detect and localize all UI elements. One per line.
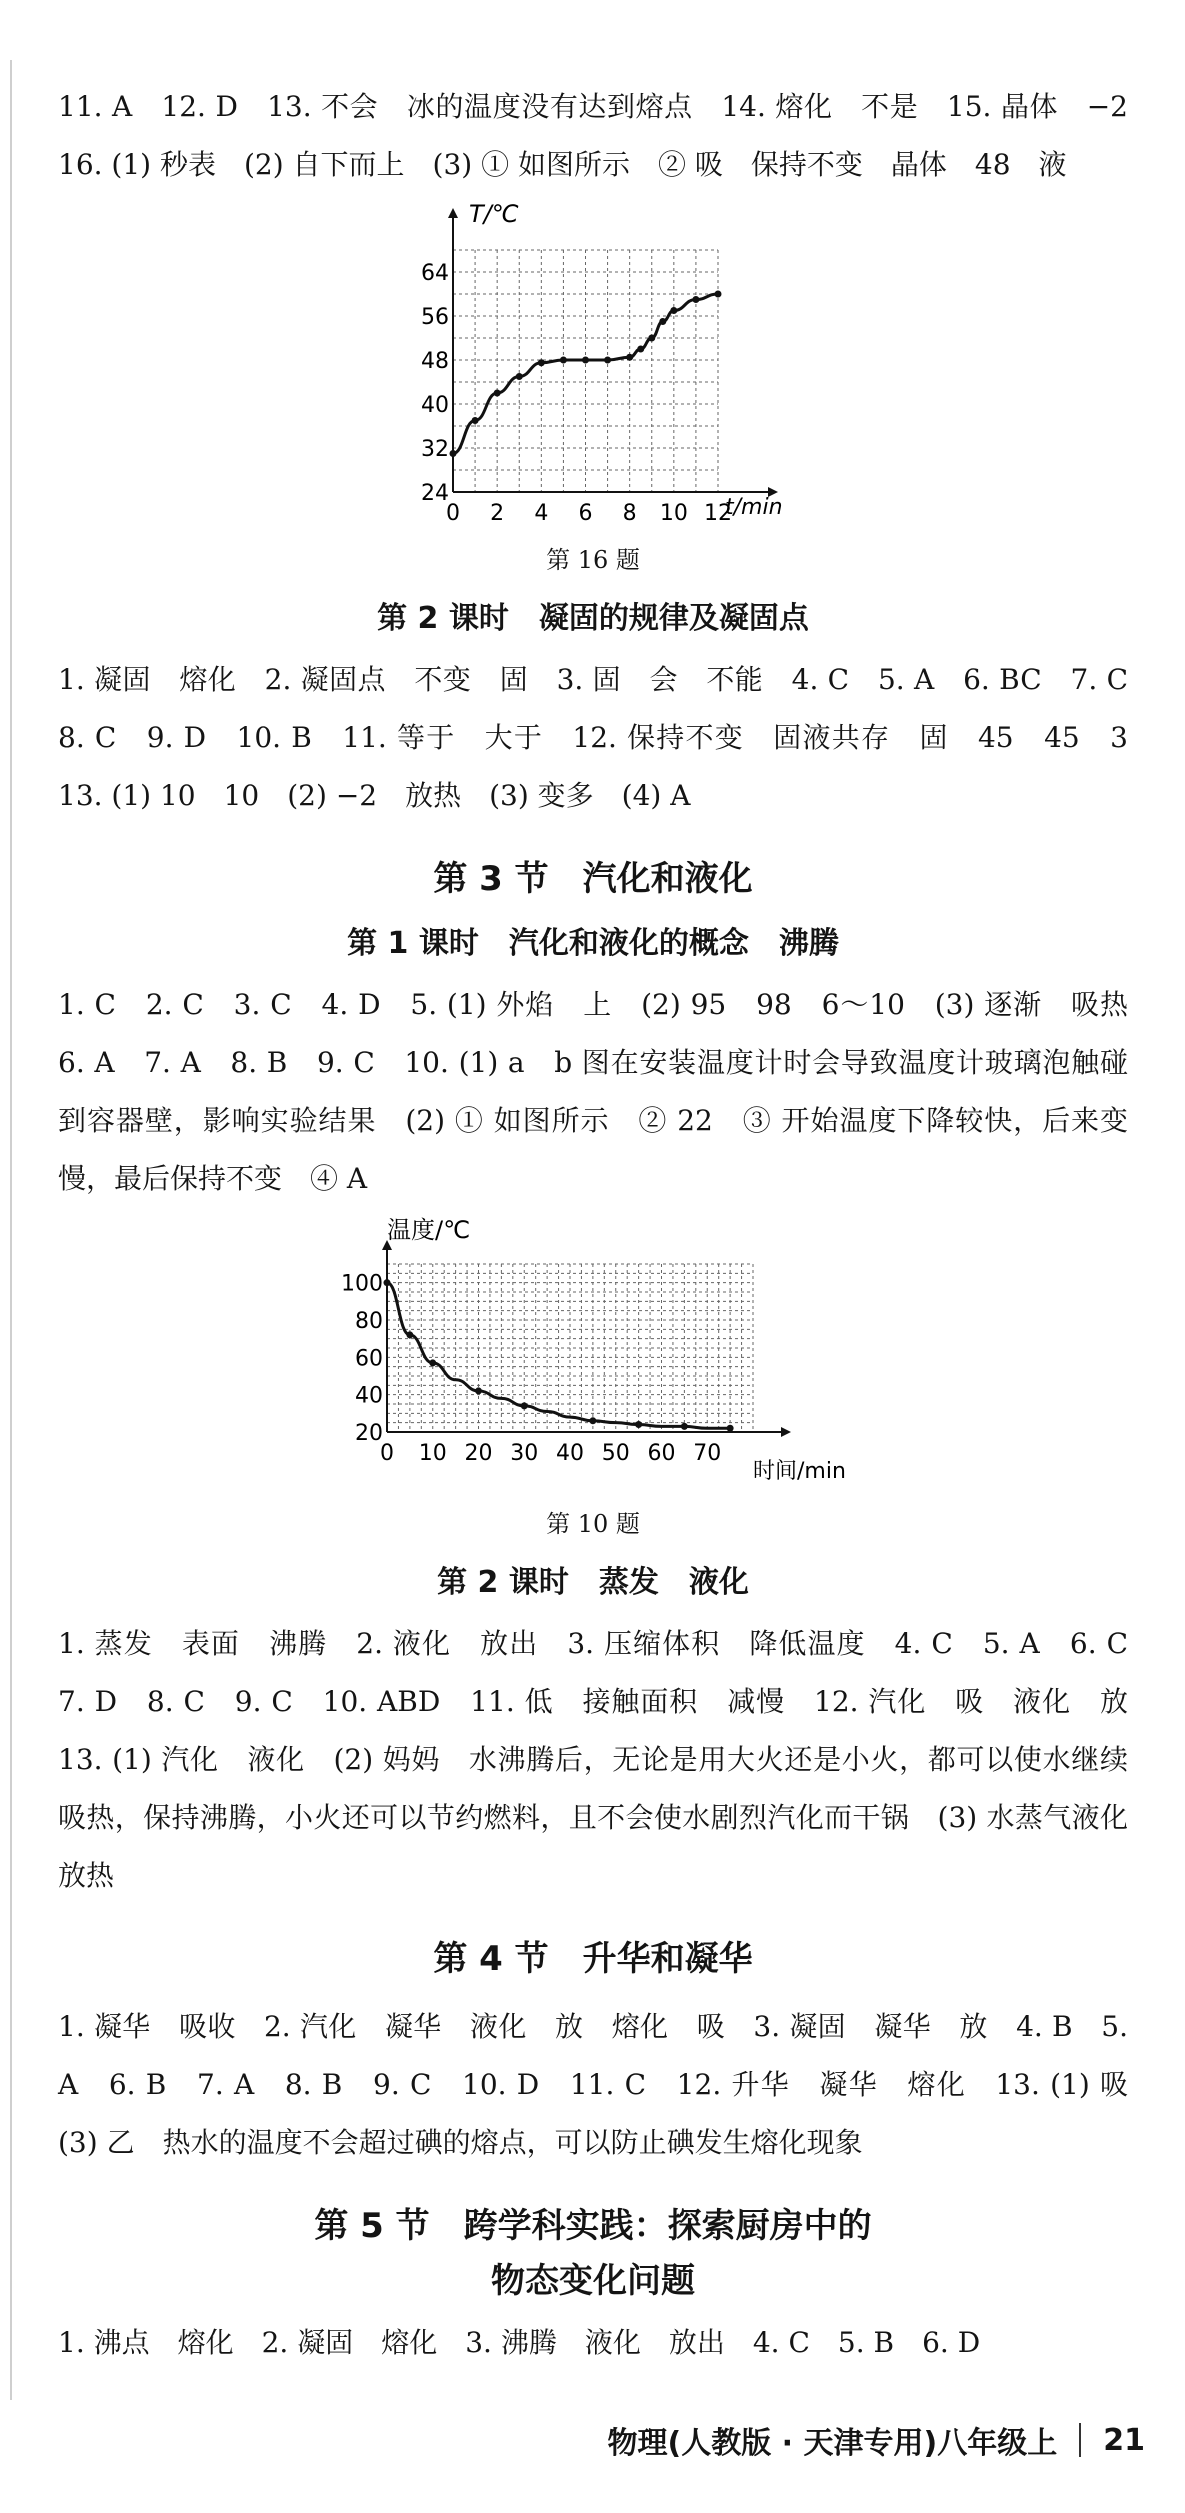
data-point	[538, 359, 545, 366]
page-footer	[608, 2418, 1145, 2462]
answers-top: 11. A 12. D 13. 不会 冰的温度没有达到熔点 14. 熔化 不是 15. 晶体 −2 16. (1) 秒表 (2) 自下而上 (3) ① 如图所示 ② 吸 保持不变 晶体 48 液	[58, 90, 1157, 181]
lesson-heading-vaporization: 第 1 课时 汽化和液化的概念 沸腾	[347, 926, 839, 961]
data-point	[692, 296, 699, 303]
chart2-x-label: 时间/min	[753, 1459, 846, 1484]
x-tick-label: 0	[446, 501, 460, 526]
lesson-heading-solidification: 第 2 课时 凝固的规律及凝固点	[377, 601, 809, 636]
y-tick-label: 40	[355, 1383, 383, 1409]
x-tick-label: 70	[693, 1441, 722, 1466]
x-tick-label: 6	[578, 501, 593, 526]
chart2-y-label: 温度/℃	[387, 1216, 471, 1244]
y-tick-label: 40	[421, 393, 449, 418]
y-tick-label: 80	[355, 1309, 383, 1334]
x-axis-arrow	[781, 1427, 791, 1437]
data-point	[670, 307, 677, 314]
x-tick-label: 20	[464, 1441, 493, 1466]
figure-10	[333, 1216, 853, 1539]
data-point	[472, 417, 479, 424]
data-point	[715, 291, 722, 298]
x-tick-label: 0	[380, 1441, 394, 1466]
y-tick-label: 20	[355, 1421, 383, 1446]
section-heading-4: 第 4 节 升华和凝华	[433, 1939, 753, 1979]
y-tick-label: 100	[341, 1271, 383, 1297]
x-tick-label: 4	[534, 501, 549, 526]
data-point	[582, 357, 589, 364]
section-5-line-2: 物态变化问题	[491, 2261, 695, 2301]
answers-lesson-evaporation: 1. 蒸发 表面 沸腾 2. 液化 放出 3. 压缩体积 降低温度 4. C 5. A 6. C 7. D 8. C 9. C 10. ABD 11. 低 接触面积 减慢 12. 汽化 吸 液化 放 13. (1) 汽化 液化 (2) 妈妈 水沸腾后，无论是用大火还是小火，都可以使水继续吸热，保持沸腾，小火还可以节约燃料，且不会使水剧烈汽化而干锅 (3) 水蒸气液化放热	[58, 1627, 1157, 1892]
data-point	[604, 357, 611, 364]
answers-section-5: 1. 沸点 熔化 2. 凝固 熔化 3. 沸腾 液化 放出 4. C 5. B 6. D	[58, 2326, 981, 2359]
figure-16-caption: 第 16 题	[546, 546, 640, 574]
lesson-heading-evaporation: 第 2 课时 蒸发 液化	[437, 1565, 749, 1600]
y-tick-label: 48	[421, 349, 449, 374]
data-point	[450, 450, 457, 457]
page-number: 21	[1103, 2422, 1145, 2458]
answers-lesson-solidification: 1. 凝固 熔化 2. 凝固点 不变 固 3. 固 会 不能 4. C 5. A 6. BC 7. C 8. C 9. D 10. B 11. 等于 大于 12. 保持不变 固液共存 固 45 45 3 13. (1) 10 10 (2) −2 放热 (3) 变多 (4) A	[58, 663, 1157, 812]
data-point	[429, 1359, 436, 1366]
data-point	[494, 390, 501, 397]
x-tick-label: 12	[704, 501, 732, 526]
section-heading-5	[58, 2198, 1128, 2302]
data-point	[648, 335, 655, 342]
data-point	[475, 1387, 482, 1394]
section-heading-3: 第 3 节 汽化和液化	[433, 859, 753, 899]
data-point	[406, 1331, 413, 1338]
chart1-x-label: t/min	[725, 495, 783, 520]
chart-melting	[403, 202, 783, 532]
data-point	[384, 1279, 391, 1286]
data-point	[727, 1425, 734, 1432]
data-point	[589, 1417, 596, 1424]
data-point	[626, 354, 633, 361]
y-tick-label: 64	[421, 261, 449, 286]
x-tick-label: 8	[622, 501, 637, 526]
y-tick-label: 32	[421, 437, 449, 462]
y-axis-arrow	[448, 208, 458, 218]
footer-subject: 物理(人教版 · 天津专用)八年级上	[607, 2426, 1058, 2461]
x-tick-label: 60	[647, 1441, 676, 1466]
x-tick-label: 2	[490, 501, 505, 526]
data-point	[516, 373, 523, 380]
data-point	[560, 357, 567, 364]
x-tick-label: 10	[418, 1441, 447, 1466]
figure-16	[403, 202, 783, 575]
page-content	[58, 78, 1157, 2372]
footer-separator	[1079, 2423, 1081, 2457]
figure-10-caption: 第 10 题	[546, 1510, 640, 1538]
data-point	[659, 318, 666, 325]
chart1-y-label: T/℃	[469, 202, 519, 228]
data-point	[681, 1423, 688, 1430]
section-5-line-1: 第 5 节 跨学科实践：探索厨房中的	[314, 2206, 872, 2246]
chart-cooling	[333, 1216, 853, 1496]
answers-section-4: 1. 凝华 吸收 2. 汽化 凝华 液化 放 熔化 吸 3. 凝固 凝华 放 4. B 5. A 6. B 7. A 8. B 9. C 10. D 11. C 12. 升华 凝华 熔化 13. (1) 吸 (3) 乙 热水的温度不会超过碘的熔点，可以防止碘发生熔化现象	[58, 2010, 1157, 2159]
x-tick-label: 30	[510, 1441, 539, 1466]
data-point	[637, 346, 644, 353]
y-tick-label: 56	[421, 305, 449, 330]
x-tick-label: 50	[601, 1441, 630, 1466]
data-point	[635, 1421, 642, 1428]
margin-line	[10, 60, 12, 2400]
x-tick-label: 40	[556, 1441, 584, 1466]
x-tick-label: 10	[659, 501, 688, 526]
y-tick-label: 60	[355, 1346, 383, 1372]
data-point	[521, 1402, 528, 1409]
answers-lesson-vaporization: 1. C 2. C 3. C 4. D 5. (1) 外焰 上 (2) 95 98 6～10 (3) 逐渐 吸热 6. A 7. A 8. B 9. C 10. (1) a b 图在安装温度计时会导致温度计玻璃泡触碰到容器壁，影响实验结果 (2) ① 如图所示 ② 22 ③ 开始温度下降较快，后来变慢，最后保持不变 ④ A	[58, 988, 1157, 1195]
y-tick-label: 24	[421, 481, 449, 506]
